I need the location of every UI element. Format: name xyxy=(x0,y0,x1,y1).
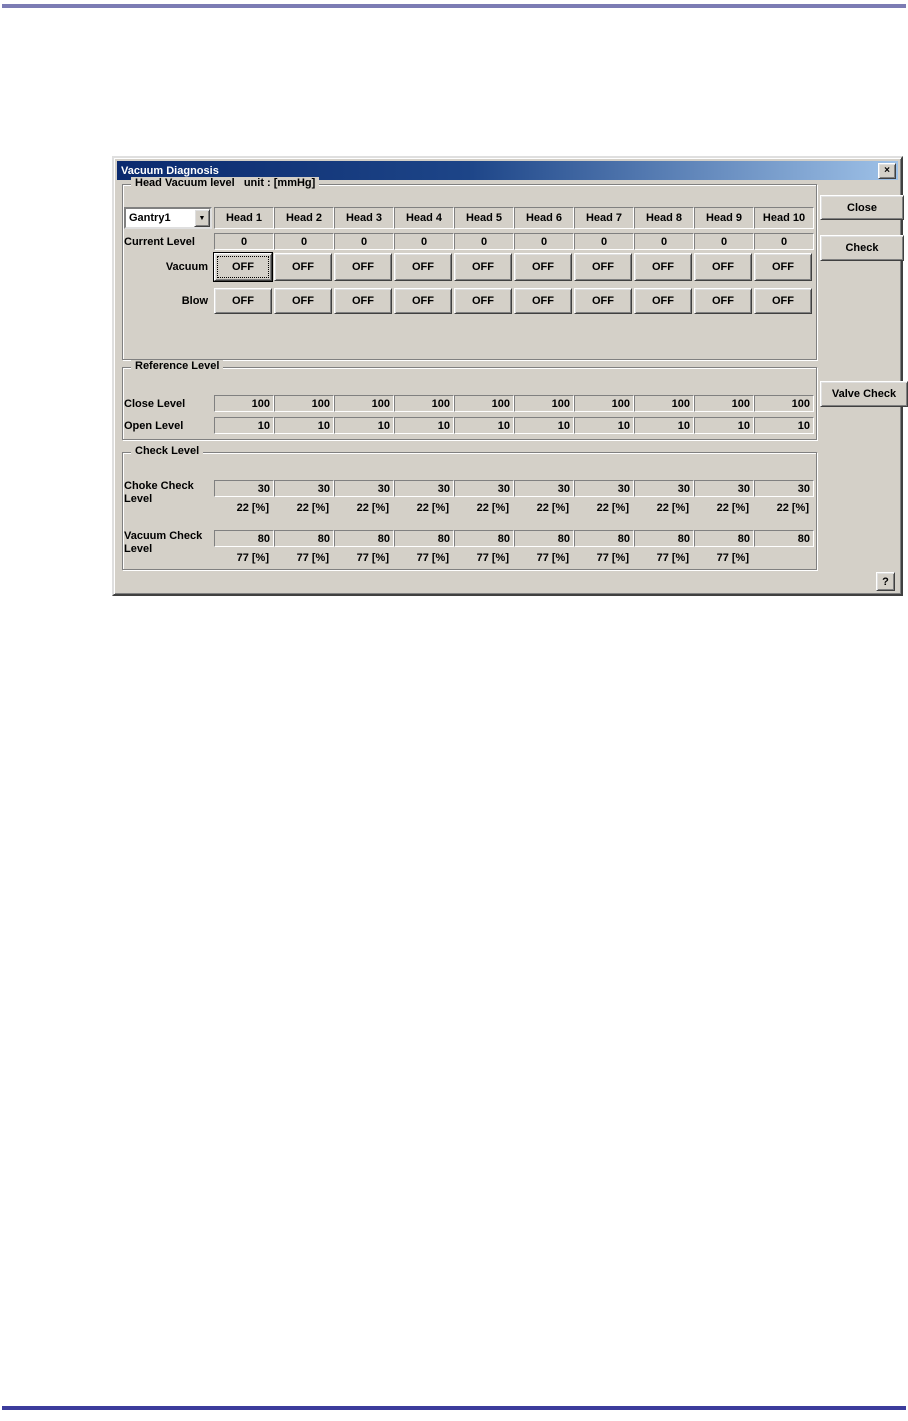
choke-percent-value: 22 [%] xyxy=(356,501,389,514)
open-level-field[interactable]: 10 xyxy=(214,417,274,434)
vacuum-check-field[interactable]: 80 xyxy=(514,530,574,547)
open-level-row xyxy=(124,417,814,434)
vacuum-off-button[interactable]: OFF xyxy=(574,253,632,281)
head-column-header: Head 7 xyxy=(574,207,634,229)
choke-check-label: Choke Check Level xyxy=(124,480,194,505)
close-icon: × xyxy=(884,164,890,176)
current-level-value: 0 xyxy=(394,233,454,250)
choke-check-cells xyxy=(214,480,814,497)
choke-percent-value: 22 [%] xyxy=(536,501,569,514)
open-level-field[interactable]: 10 xyxy=(694,417,754,434)
choke-percent-spacer xyxy=(124,500,214,515)
close-level-field[interactable]: 100 xyxy=(574,395,634,412)
current-level-cells xyxy=(214,233,814,250)
close-level-field[interactable]: 100 xyxy=(214,395,274,412)
close-level-field[interactable]: 100 xyxy=(394,395,454,412)
blow-off-button[interactable]: OFF xyxy=(454,288,512,314)
current-level-value: 0 xyxy=(574,233,634,250)
vacuum-off-button[interactable]: OFF xyxy=(514,253,572,281)
open-level-field[interactable]: 10 xyxy=(394,417,454,434)
current-level-value: 0 xyxy=(634,233,694,250)
vacuum-check-field[interactable]: 80 xyxy=(754,530,814,547)
blow-off-button[interactable]: OFF xyxy=(214,288,272,314)
vacuum-percent-value: 77 [%] xyxy=(356,551,389,564)
vacuum-percent-cells xyxy=(214,550,754,565)
open-level-field[interactable]: 10 xyxy=(634,417,694,434)
choke-check-field[interactable]: 30 xyxy=(574,480,634,497)
choke-check-field[interactable]: 30 xyxy=(214,480,274,497)
top-rule xyxy=(2,4,906,8)
close-level-field[interactable]: 100 xyxy=(754,395,814,412)
check-button[interactable]: Check xyxy=(820,235,904,261)
current-level-value: 0 xyxy=(274,233,334,250)
dialog-title: Vacuum Diagnosis xyxy=(121,164,219,177)
vacuum-check-field[interactable]: 80 xyxy=(694,530,754,547)
current-level-row xyxy=(124,233,814,250)
head-column-header: Head 10 xyxy=(754,207,814,229)
close-window-button[interactable] xyxy=(878,163,896,179)
choke-check-field[interactable]: 30 xyxy=(754,480,814,497)
chevron-down-icon[interactable]: ▼ xyxy=(194,209,210,227)
head-header-cells xyxy=(214,207,814,229)
bottom-rule xyxy=(2,1406,906,1410)
choke-percent-value: 22 [%] xyxy=(296,501,329,514)
close-level-field[interactable]: 100 xyxy=(274,395,334,412)
vacuum-percent-value: 77 [%] xyxy=(476,551,509,564)
head-column-header: Head 5 xyxy=(454,207,514,229)
head-column-header: Head 9 xyxy=(694,207,754,229)
current-level-value: 0 xyxy=(214,233,274,250)
vacuum-check-row xyxy=(124,530,814,555)
blow-off-button[interactable]: OFF xyxy=(334,288,392,314)
gantry-combo-slot xyxy=(124,207,214,229)
vacuum-check-field[interactable]: 80 xyxy=(454,530,514,547)
vacuum-percent-value: 77 [%] xyxy=(296,551,329,564)
vacuum-off-button[interactable]: OFF xyxy=(454,253,512,281)
close-button[interactable]: Close xyxy=(820,195,904,220)
vacuum-row xyxy=(124,253,814,281)
choke-percent-value: 22 [%] xyxy=(236,501,269,514)
head-column-header: Head 4 xyxy=(394,207,454,229)
choke-percent-value: 22 [%] xyxy=(476,501,509,514)
close-level-cells xyxy=(214,395,814,412)
vacuum-percent-value: 77 [%] xyxy=(416,551,449,564)
head-column-header: Head 8 xyxy=(634,207,694,229)
vacuum-label: Vacuum xyxy=(165,261,208,273)
open-level-field[interactable]: 10 xyxy=(334,417,394,434)
vacuum-off-button[interactable]: OFF xyxy=(214,253,272,281)
blow-off-button[interactable]: OFF xyxy=(514,288,572,314)
choke-percent-value: 22 [%] xyxy=(656,501,689,514)
gantry-select[interactable] xyxy=(124,207,212,229)
blow-off-button[interactable]: OFF xyxy=(754,288,812,314)
choke-percent-cells xyxy=(214,500,814,515)
vacuum-percent-value: 77 [%] xyxy=(656,551,689,564)
vacuum-percent-value: 77 [%] xyxy=(236,551,269,564)
vacuum-check-label: Vacuum Check Level xyxy=(124,530,203,555)
blow-buttons xyxy=(214,288,814,314)
blow-label: Blow xyxy=(181,295,208,307)
close-level-field[interactable]: 100 xyxy=(694,395,754,412)
vacuum-percent-value: 77 [%] xyxy=(596,551,629,564)
blow-off-button[interactable]: OFF xyxy=(394,288,452,314)
blow-row xyxy=(124,288,814,314)
head-column-header: Head 6 xyxy=(514,207,574,229)
gantry-selected-value: Gantry1 xyxy=(126,212,194,224)
choke-check-field[interactable]: 30 xyxy=(394,480,454,497)
open-level-field[interactable]: 10 xyxy=(274,417,334,434)
choke-check-field[interactable]: 30 xyxy=(634,480,694,497)
close-level-field[interactable]: 100 xyxy=(514,395,574,412)
vacuum-check-field[interactable]: 80 xyxy=(334,530,394,547)
open-level-field[interactable]: 10 xyxy=(454,417,514,434)
vacuum-check-field[interactable]: 80 xyxy=(274,530,334,547)
choke-check-field[interactable]: 30 xyxy=(694,480,754,497)
blow-off-button[interactable]: OFF xyxy=(634,288,692,314)
choke-percent-value: 22 [%] xyxy=(416,501,449,514)
choke-percent-value: 22 [%] xyxy=(776,501,809,514)
vacuum-check-cells xyxy=(214,530,814,547)
vacuum-buttons xyxy=(214,253,814,281)
open-level-cells xyxy=(214,417,814,434)
blow-off-button[interactable]: OFF xyxy=(574,288,632,314)
vacuum-check-field[interactable]: 80 xyxy=(214,530,274,547)
vacuum-off-button[interactable]: OFF xyxy=(334,253,392,281)
choke-percent-value: 22 [%] xyxy=(596,501,629,514)
vacuum-check-field[interactable]: 80 xyxy=(634,530,694,547)
close-level-row xyxy=(124,395,814,412)
open-level-field[interactable]: 10 xyxy=(574,417,634,434)
close-level-field[interactable]: 100 xyxy=(334,395,394,412)
head-header-row xyxy=(124,207,814,229)
choke-check-field[interactable]: 30 xyxy=(334,480,394,497)
current-level-value: 0 xyxy=(334,233,394,250)
current-level-value: 0 xyxy=(514,233,574,250)
close-level-field[interactable]: 100 xyxy=(454,395,514,412)
help-button[interactable]: ? xyxy=(876,572,895,591)
current-level-value: 0 xyxy=(754,233,814,250)
head-column-header: Head 1 xyxy=(214,207,274,229)
vacuum-percent-row xyxy=(124,550,754,565)
vacuum-off-button[interactable]: OFF xyxy=(754,253,812,281)
current-level-value: 0 xyxy=(694,233,754,250)
blow-off-button[interactable]: OFF xyxy=(274,288,332,314)
open-level-field[interactable]: 10 xyxy=(514,417,574,434)
valve-check-button[interactable]: Valve Check xyxy=(820,381,908,407)
head-column-header: Head 2 xyxy=(274,207,334,229)
open-level-field[interactable]: 10 xyxy=(754,417,814,434)
head-vacuum-level-legend: Head Vacuum level unit : [mmHg] xyxy=(131,177,319,189)
vacuum-percent-value: 77 [%] xyxy=(716,551,749,564)
head-column-header: Head 3 xyxy=(334,207,394,229)
close-level-field[interactable]: 100 xyxy=(634,395,694,412)
current-level-value: 0 xyxy=(454,233,514,250)
choke-check-field[interactable]: 30 xyxy=(274,480,334,497)
open-level-label: Open Level xyxy=(124,419,184,432)
vacuum-percent-value: 77 [%] xyxy=(536,551,569,564)
current-level-label: Current Level xyxy=(124,235,195,248)
vacuum-off-button[interactable]: OFF xyxy=(274,253,332,281)
vacuum-off-button[interactable]: OFF xyxy=(394,253,452,281)
choke-check-field[interactable]: 30 xyxy=(514,480,574,497)
close-level-label: Close Level xyxy=(124,397,186,410)
choke-percent-row xyxy=(124,500,814,515)
reference-level-legend: Reference Level xyxy=(131,360,223,372)
choke-check-field[interactable]: 30 xyxy=(454,480,514,497)
choke-check-row xyxy=(124,480,814,505)
check-level-legend: Check Level xyxy=(131,445,203,457)
vacuum-check-field[interactable]: 80 xyxy=(394,530,454,547)
vacuum-percent-spacer xyxy=(124,550,214,565)
vacuum-off-button[interactable]: OFF xyxy=(694,253,752,281)
choke-percent-value: 22 [%] xyxy=(716,501,749,514)
blow-off-button[interactable]: OFF xyxy=(694,288,752,314)
vacuum-check-field[interactable]: 80 xyxy=(574,530,634,547)
vacuum-diagnosis-dialog xyxy=(112,156,903,596)
vacuum-off-button[interactable]: OFF xyxy=(634,253,692,281)
